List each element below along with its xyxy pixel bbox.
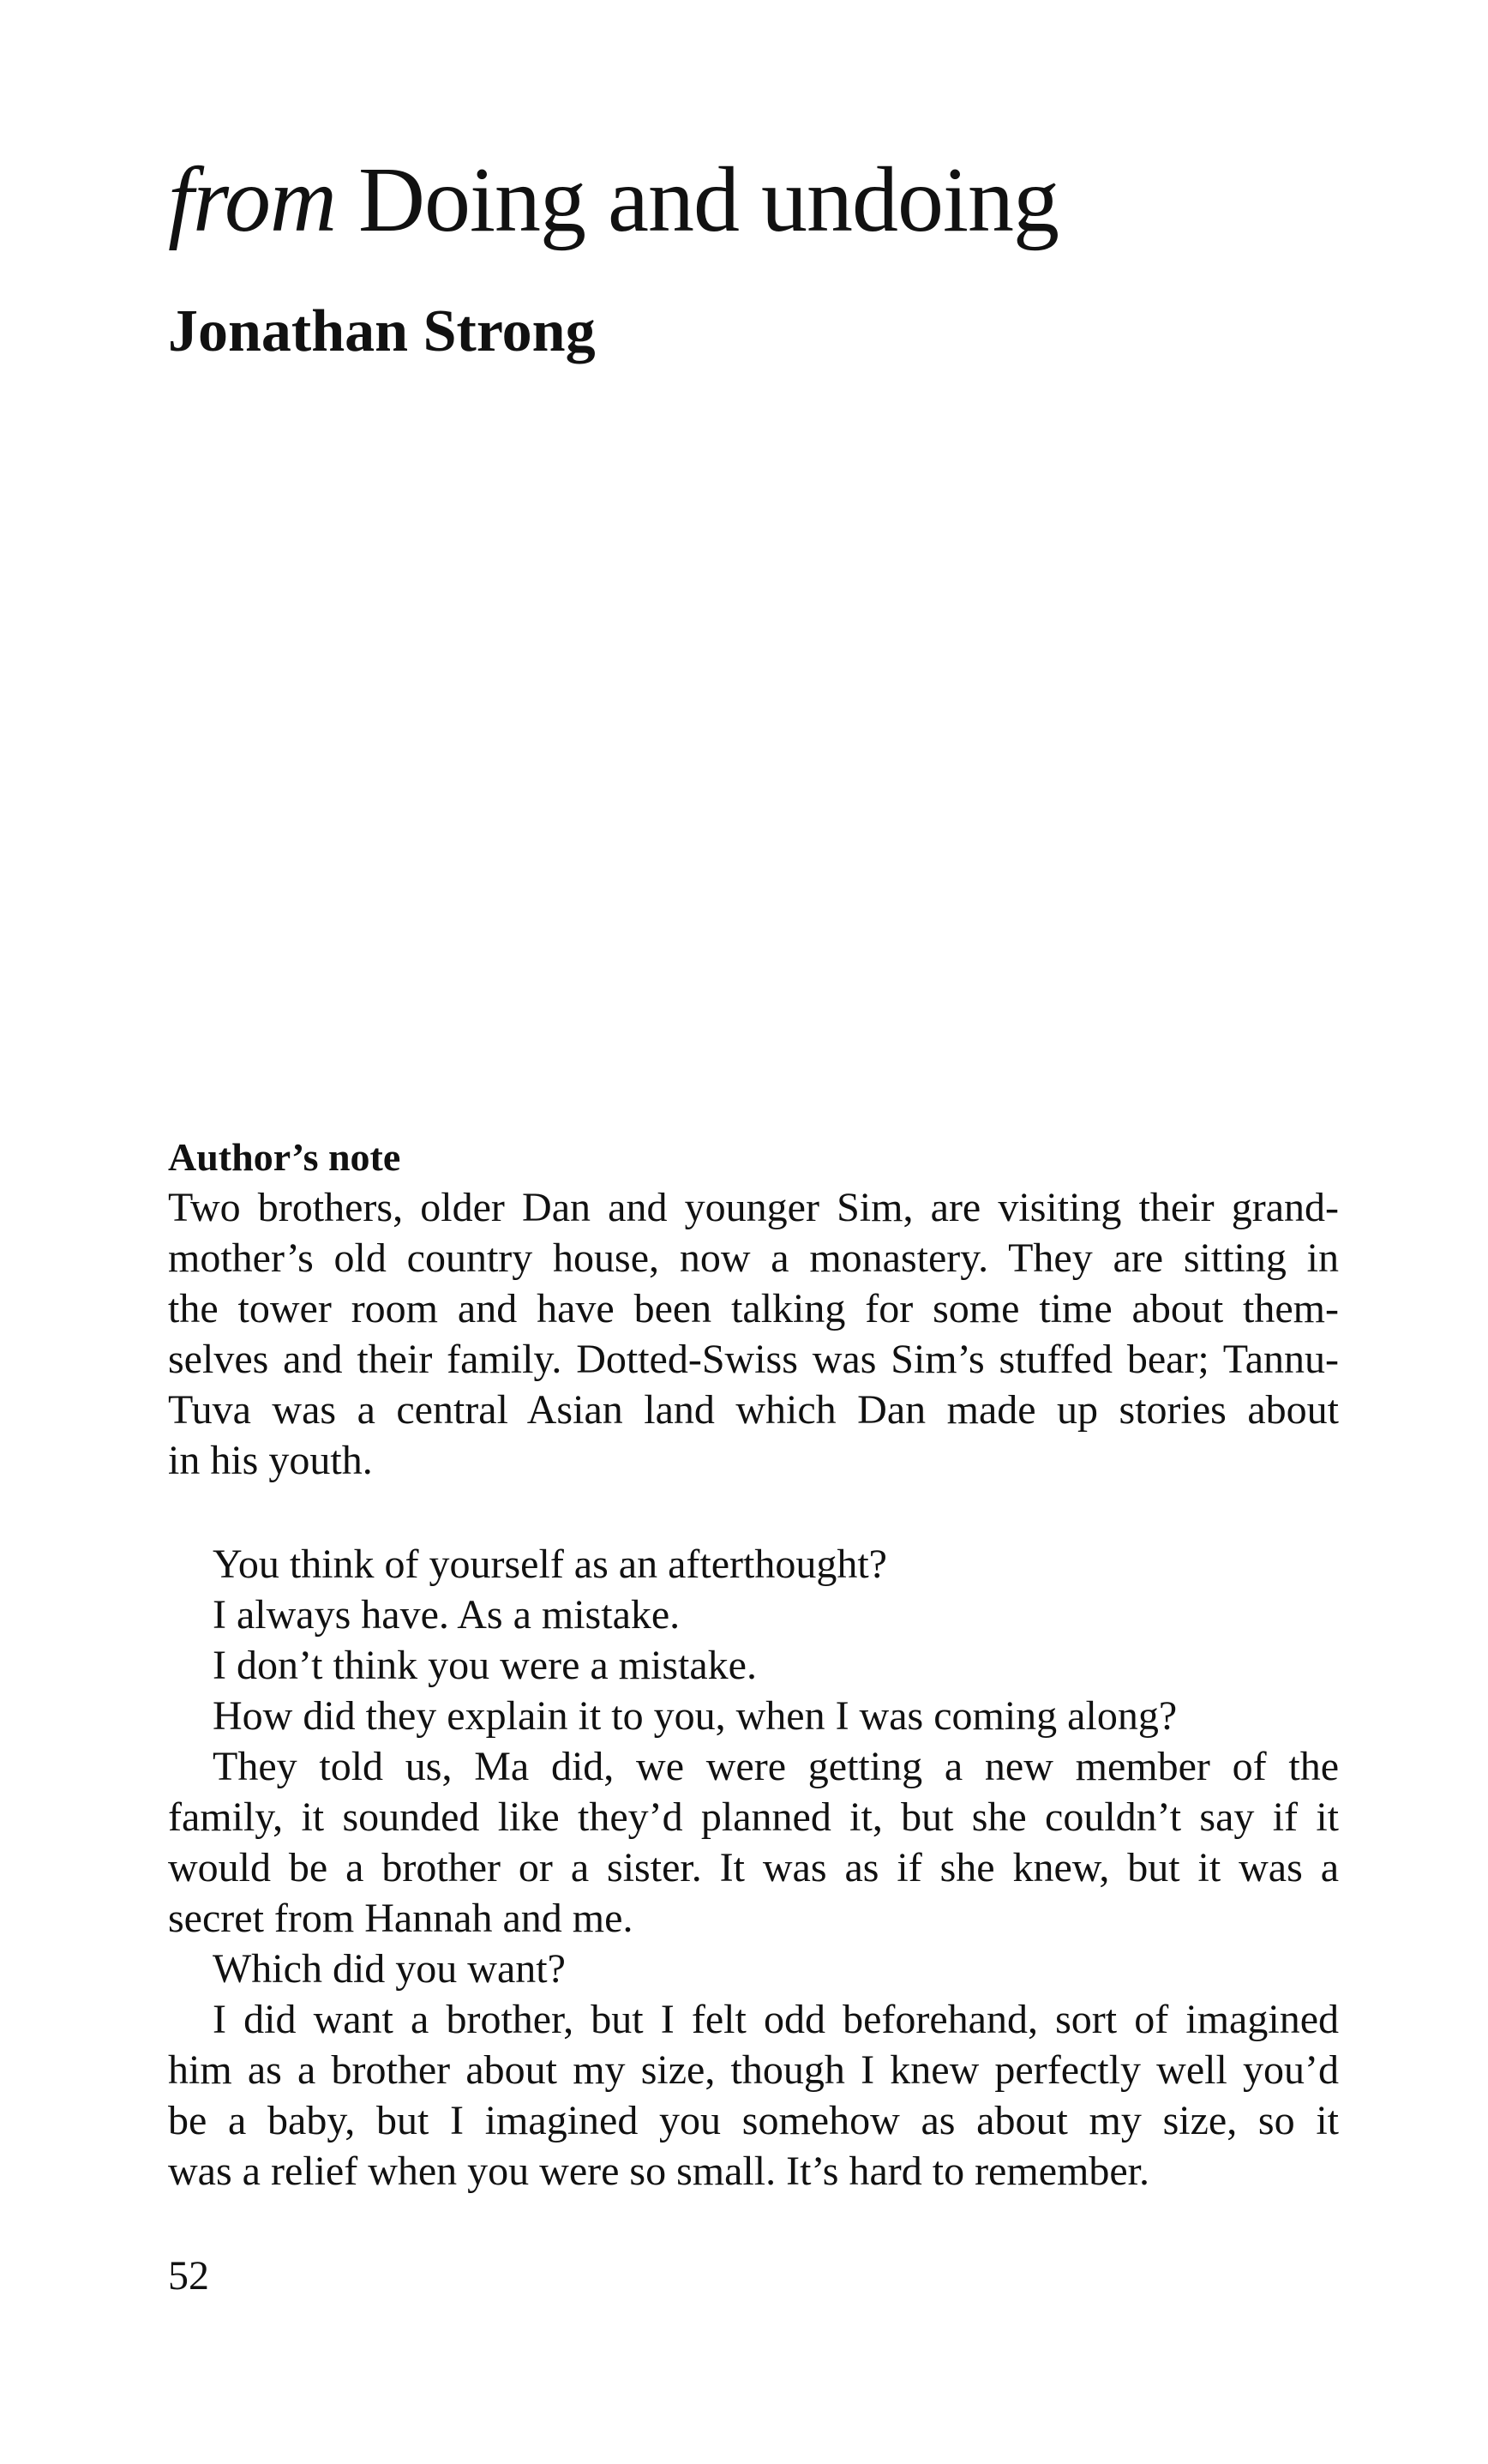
title-prefix: from	[168, 149, 337, 251]
author-name: Jonathan Strong	[168, 298, 596, 364]
dialogue-line: would be a brother or a sister. It was as if she knew, but it was a	[168, 1845, 1339, 1890]
note-line: selves and their family. Dotted-Swiss was Sim’s stuffed bear; Tannu-	[168, 1337, 1339, 1382]
dialogue-line: I always have. As a mistake.	[213, 1592, 681, 1638]
dialogue-line: You think of yourself as an afterthought?	[213, 1542, 887, 1587]
note-line: Tuva was a central Asian land which Dan made up stories about	[168, 1387, 1339, 1433]
dialogue-line: I don’t think you were a mistake.	[213, 1643, 757, 1688]
note-line: the tower room and have been talking for some time about them-	[168, 1286, 1339, 1331]
page-number: 52	[168, 2253, 209, 2299]
dialogue-line: Which did you want?	[213, 1946, 566, 1992]
dialogue-line: How did they explain it to you, when I was coming along?	[213, 1693, 1178, 1739]
dialogue-line: be a baby, but I imagined you somehow as about my size, so it	[168, 2098, 1339, 2143]
dialogue-line: family, it sounded like they’d planned it, but she couldn’t say if it	[168, 1794, 1339, 1840]
authors-note-heading: Author’s note	[168, 1135, 401, 1179]
title-main: Doing and undoing	[336, 149, 1059, 251]
note-line: mother’s old country house, now a monastery. They are sitting in	[168, 1235, 1339, 1281]
note-line: Two brothers, older Dan and younger Sim, are visiting their grand-	[168, 1185, 1339, 1230]
page-title	[168, 149, 1059, 251]
dialogue-line: They told us, Ma did, we were getting a new member of the	[213, 1744, 1339, 1789]
dialogue-line: I did want a brother, but I felt odd beforehand, sort of imagined	[213, 1997, 1339, 2042]
dialogue-text	[168, 1539, 1339, 2197]
dialogue-line: was a relief when you were so small. It’s hard to remember.	[168, 2148, 1149, 2194]
note-line: in his youth.	[168, 1438, 373, 1483]
dialogue-line: secret from Hannah and me.	[168, 1896, 633, 1941]
authors-note	[168, 1132, 1339, 1486]
dialogue-line: him as a brother about my size, though I knew perfectly well you’d	[168, 2047, 1339, 2093]
